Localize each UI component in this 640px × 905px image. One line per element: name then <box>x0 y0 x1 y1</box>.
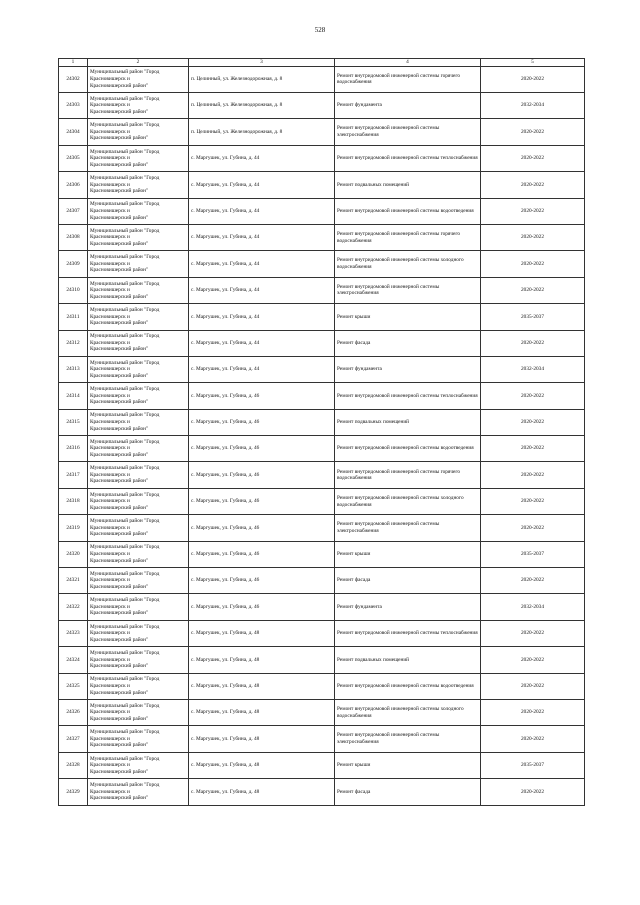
address-cell: с. Маргушек, ул. Губина, д. 46 <box>189 383 335 409</box>
row-number: 24321 <box>59 568 88 594</box>
address-cell: с. Маргушек, ул. Губина, д. 46 <box>189 436 335 462</box>
column-header: 4 <box>335 59 481 67</box>
work-type-cell: Ремонт внутридомовой инженерной системы теплоснабжения <box>335 145 481 171</box>
row-number: 24306 <box>59 172 88 198</box>
work-type-cell: Ремонт внутридомовой инженерной системы водоотведения <box>335 198 481 224</box>
period-cell: 2020-2022 <box>481 198 585 224</box>
table-row <box>59 198 585 224</box>
period-cell: 2020-2022 <box>481 673 585 699</box>
address-cell: с. Маргушек, ул. Губина, д. 44 <box>189 356 335 382</box>
period-cell: 2020-2022 <box>481 647 585 673</box>
table-row <box>59 383 585 409</box>
work-type-cell: Ремонт фасада <box>335 330 481 356</box>
period-cell: 2032-2034 <box>481 594 585 620</box>
row-number: 24313 <box>59 356 88 382</box>
row-number: 24323 <box>59 620 88 646</box>
row-number: 24310 <box>59 277 88 303</box>
work-type-cell: Ремонт фундамента <box>335 594 481 620</box>
work-type-cell: Ремонт внутридомовой инженерной системы горячего водоснабжения <box>335 66 481 92</box>
work-type-cell: Ремонт крыши <box>335 541 481 567</box>
table-row <box>59 409 585 435</box>
table-row <box>59 145 585 171</box>
row-number: 24316 <box>59 436 88 462</box>
work-type-cell: Ремонт крыши <box>335 304 481 330</box>
period-cell: 2032-2034 <box>481 356 585 382</box>
table-row <box>59 699 585 725</box>
row-number: 24318 <box>59 488 88 514</box>
table-row <box>59 330 585 356</box>
address-cell: с. Маргушек, ул. Губина, д. 44 <box>189 277 335 303</box>
address-cell: с. Маргушек, ул. Губина, д. 44 <box>189 304 335 330</box>
row-number: 24308 <box>59 224 88 250</box>
address-cell: п. Целинный, ул. Железнодорожная, д. 8 <box>189 66 335 92</box>
work-type-cell: Ремонт внутридомовой инженерной системы теплоснабжения <box>335 620 481 646</box>
table-row <box>59 515 585 541</box>
municipality-cell: Муниципальный район "Город Красновишерск и Красновишерский район" <box>88 330 189 356</box>
municipality-cell: Муниципальный район "Город Красновишерск и Красновишерский район" <box>88 66 189 92</box>
period-cell: 2020-2022 <box>481 726 585 752</box>
period-cell: 2020-2022 <box>481 330 585 356</box>
work-type-cell: Ремонт внутридомовой инженерной системы электроснабжения <box>335 277 481 303</box>
row-number: 24317 <box>59 462 88 488</box>
municipality-cell: Муниципальный район "Город Красновишерск и Красновишерский район" <box>88 568 189 594</box>
period-cell: 2020-2022 <box>481 462 585 488</box>
period-cell: 2032-2034 <box>481 92 585 118</box>
municipality-cell: Муниципальный район "Город Красновишерск и Красновишерский район" <box>88 541 189 567</box>
address-cell: с. Маргушек, ул. Губина, д. 46 <box>189 541 335 567</box>
period-cell: 2020-2022 <box>481 119 585 145</box>
table-row <box>59 462 585 488</box>
work-type-cell: Ремонт внутридомовой инженерной системы холодного водоснабжения <box>335 699 481 725</box>
row-number: 24329 <box>59 779 88 805</box>
period-cell: 2035-2037 <box>481 541 585 567</box>
table-row <box>59 224 585 250</box>
work-type-cell: Ремонт фундамента <box>335 356 481 382</box>
municipality-cell: Муниципальный район "Город Красновишерск и Красновишерский район" <box>88 699 189 725</box>
work-type-cell: Ремонт подвальных помещений <box>335 172 481 198</box>
municipality-cell: Муниципальный район "Город Красновишерск и Красновишерский район" <box>88 779 189 805</box>
address-cell: с. Маргушек, ул. Губина, д. 48 <box>189 647 335 673</box>
address-cell: с. Маргушек, ул. Губина, д. 46 <box>189 488 335 514</box>
address-cell: с. Маргушек, ул. Губина, д. 44 <box>189 330 335 356</box>
address-cell: с. Маргушек, ул. Губина, д. 48 <box>189 779 335 805</box>
municipality-cell: Муниципальный район "Город Красновишерск и Красновишерский район" <box>88 515 189 541</box>
row-number: 24303 <box>59 92 88 118</box>
column-header: 5 <box>481 59 585 67</box>
period-cell: 2020-2022 <box>481 779 585 805</box>
table-row <box>59 673 585 699</box>
municipality-cell: Муниципальный район "Город Красновишерск и Красновишерский район" <box>88 251 189 277</box>
table-row <box>59 541 585 567</box>
table-header-row <box>59 59 585 67</box>
page-number: 528 <box>314 26 326 34</box>
municipality-cell: Муниципальный район "Город Красновишерск и Красновишерский район" <box>88 304 189 330</box>
table-row <box>59 594 585 620</box>
municipality-cell: Муниципальный район "Город Красновишерск и Красновишерский район" <box>88 462 189 488</box>
work-type-cell: Ремонт внутридомовой инженерной системы электроснабжения <box>335 515 481 541</box>
row-number: 24326 <box>59 699 88 725</box>
work-type-cell: Ремонт подвальных помещений <box>335 409 481 435</box>
row-number: 24305 <box>59 145 88 171</box>
period-cell: 2020-2022 <box>481 66 585 92</box>
municipality-cell: Муниципальный район "Город Красновишерск и Красновишерский район" <box>88 356 189 382</box>
municipality-cell: Муниципальный район "Город Красновишерск и Красновишерский район" <box>88 436 189 462</box>
row-number: 24320 <box>59 541 88 567</box>
address-cell: с. Маргушек, ул. Губина, д. 48 <box>189 673 335 699</box>
table-row <box>59 568 585 594</box>
municipality-cell: Муниципальный район "Город Красновишерск и Красновишерский район" <box>88 488 189 514</box>
column-header: 3 <box>189 59 335 67</box>
table-row <box>59 66 585 92</box>
row-number: 24325 <box>59 673 88 699</box>
row-number: 24312 <box>59 330 88 356</box>
work-type-cell: Ремонт внутридомовой инженерной системы горячего водоснабжения <box>335 224 481 250</box>
table-row <box>59 172 585 198</box>
row-number: 24304 <box>59 119 88 145</box>
column-header: 2 <box>88 59 189 67</box>
registry-table <box>58 58 585 806</box>
period-cell: 2035-2037 <box>481 304 585 330</box>
row-number: 24311 <box>59 304 88 330</box>
work-type-cell: Ремонт крыши <box>335 752 481 778</box>
work-type-cell: Ремонт внутридомовой инженерной системы водоотведения <box>335 673 481 699</box>
period-cell: 2020-2022 <box>481 488 585 514</box>
address-cell: с. Маргушек, ул. Губина, д. 44 <box>189 145 335 171</box>
work-type-cell: Ремонт фасада <box>335 779 481 805</box>
period-cell: 2035-2037 <box>481 752 585 778</box>
municipality-cell: Муниципальный район "Город Красновишерск и Красновишерский район" <box>88 145 189 171</box>
period-cell: 2020-2022 <box>481 515 585 541</box>
table-row <box>59 647 585 673</box>
table-row <box>59 488 585 514</box>
address-cell: п. Целинный, ул. Железнодорожная, д. 8 <box>189 92 335 118</box>
row-number: 24302 <box>59 66 88 92</box>
row-number: 24319 <box>59 515 88 541</box>
address-cell: с. Маргушек, ул. Губина, д. 48 <box>189 699 335 725</box>
work-type-cell: Ремонт фасада <box>335 568 481 594</box>
table-row <box>59 779 585 805</box>
municipality-cell: Муниципальный район "Город Красновишерск и Красновишерский район" <box>88 673 189 699</box>
municipality-cell: Муниципальный район "Город Красновишерск и Красновишерский район" <box>88 620 189 646</box>
table-row <box>59 726 585 752</box>
address-cell: с. Маргушек, ул. Губина, д. 48 <box>189 726 335 752</box>
municipality-cell: Муниципальный район "Город Красновишерск и Красновишерский район" <box>88 726 189 752</box>
period-cell: 2020-2022 <box>481 172 585 198</box>
column-header: 1 <box>59 59 88 67</box>
period-cell: 2020-2022 <box>481 251 585 277</box>
period-cell: 2020-2022 <box>481 145 585 171</box>
table-row <box>59 620 585 646</box>
row-number: 24324 <box>59 647 88 673</box>
municipality-cell: Муниципальный район "Город Красновишерск и Красновишерский район" <box>88 224 189 250</box>
municipality-cell: Муниципальный район "Город Красновишерск и Красновишерский район" <box>88 277 189 303</box>
row-number: 24314 <box>59 383 88 409</box>
municipality-cell: Муниципальный район "Город Красновишерск и Красновишерский район" <box>88 594 189 620</box>
period-cell: 2020-2022 <box>481 568 585 594</box>
row-number: 24315 <box>59 409 88 435</box>
table-row <box>59 436 585 462</box>
table-row <box>59 119 585 145</box>
period-cell: 2020-2022 <box>481 620 585 646</box>
work-type-cell: Ремонт внутридомовой инженерной системы горячего водоснабжения <box>335 462 481 488</box>
municipality-cell: Муниципальный район "Город Красновишерск и Красновишерский район" <box>88 198 189 224</box>
table-row <box>59 251 585 277</box>
table-row <box>59 304 585 330</box>
municipality-cell: Муниципальный район "Город Красновишерск и Красновишерский район" <box>88 119 189 145</box>
address-cell: с. Маргушек, ул. Губина, д. 48 <box>189 752 335 778</box>
address-cell: с. Маргушек, ул. Губина, д. 46 <box>189 515 335 541</box>
address-cell: с. Маргушек, ул. Губина, д. 44 <box>189 172 335 198</box>
work-type-cell: Ремонт фундамента <box>335 92 481 118</box>
address-cell: с. Маргушек, ул. Губина, д. 46 <box>189 462 335 488</box>
row-number: 24327 <box>59 726 88 752</box>
row-number: 24322 <box>59 594 88 620</box>
work-type-cell: Ремонт подвальных помещений <box>335 647 481 673</box>
municipality-cell: Муниципальный район "Город Красновишерск и Красновишерский район" <box>88 409 189 435</box>
period-cell: 2020-2022 <box>481 436 585 462</box>
period-cell: 2020-2022 <box>481 699 585 725</box>
period-cell: 2020-2022 <box>481 224 585 250</box>
municipality-cell: Муниципальный район "Город Красновишерск и Красновишерский район" <box>88 752 189 778</box>
address-cell: с. Маргушек, ул. Губина, д. 44 <box>189 224 335 250</box>
row-number: 24328 <box>59 752 88 778</box>
work-type-cell: Ремонт внутридомовой инженерной системы холодного водоснабжения <box>335 251 481 277</box>
address-cell: с. Маргушек, ул. Губина, д. 44 <box>189 251 335 277</box>
work-type-cell: Ремонт внутридомовой инженерной системы электроснабжения <box>335 726 481 752</box>
row-number: 24307 <box>59 198 88 224</box>
municipality-cell: Муниципальный район "Город Красновишерск и Красновишерский район" <box>88 172 189 198</box>
row-number: 24309 <box>59 251 88 277</box>
address-cell: с. Маргушек, ул. Губина, д. 44 <box>189 198 335 224</box>
work-type-cell: Ремонт внутридомовой инженерной системы теплоснабжения <box>335 383 481 409</box>
work-type-cell: Ремонт внутридомовой инженерной системы электроснабжения <box>335 119 481 145</box>
table-row <box>59 277 585 303</box>
table-row <box>59 752 585 778</box>
period-cell: 2020-2022 <box>481 277 585 303</box>
period-cell: 2020-2022 <box>481 383 585 409</box>
table-row <box>59 92 585 118</box>
address-cell: с. Маргушек, ул. Губина, д. 48 <box>189 620 335 646</box>
work-type-cell: Ремонт внутридомовой инженерной системы холодного водоснабжения <box>335 488 481 514</box>
address-cell: с. Маргушек, ул. Губина, д. 46 <box>189 409 335 435</box>
municipality-cell: Муниципальный район "Город Красновишерск и Красновишерский район" <box>88 383 189 409</box>
address-cell: с. Маргушек, ул. Губина, д. 46 <box>189 594 335 620</box>
work-type-cell: Ремонт внутридомовой инженерной системы водоотведения <box>335 436 481 462</box>
municipality-cell: Муниципальный район "Город Красновишерск и Красновишерский район" <box>88 92 189 118</box>
table-row <box>59 356 585 382</box>
address-cell: п. Целинный, ул. Железнодорожная, д. 8 <box>189 119 335 145</box>
address-cell: с. Маргушек, ул. Губина, д. 46 <box>189 568 335 594</box>
municipality-cell: Муниципальный район "Город Красновишерск и Красновишерский район" <box>88 647 189 673</box>
period-cell: 2020-2022 <box>481 409 585 435</box>
